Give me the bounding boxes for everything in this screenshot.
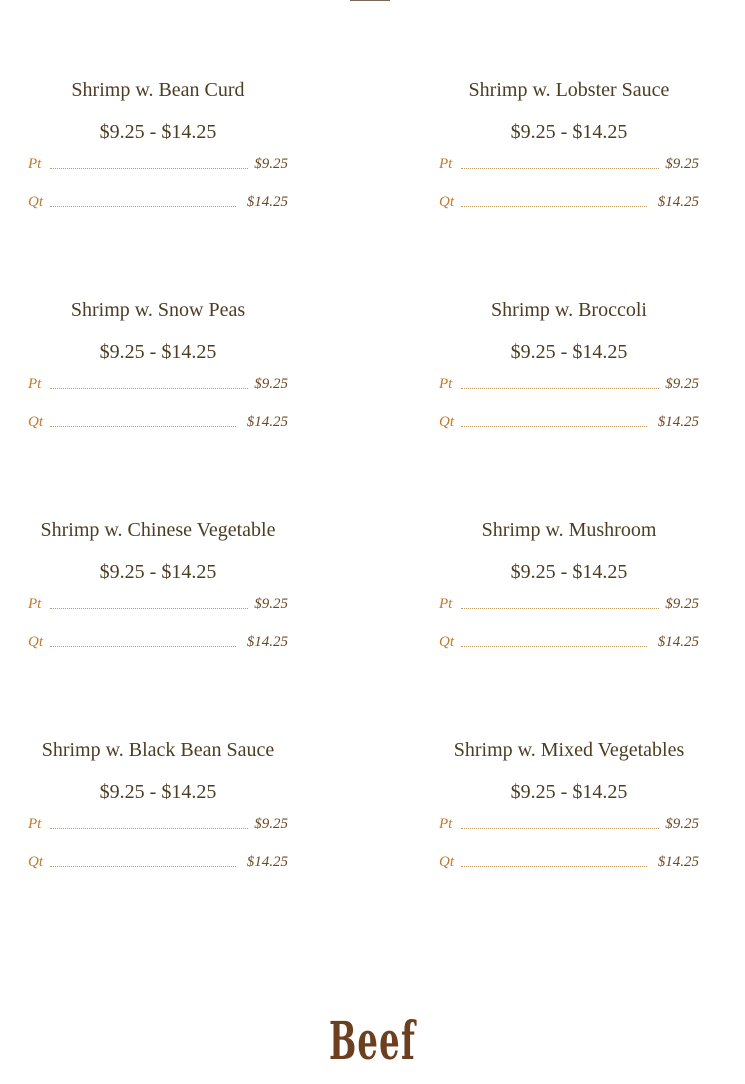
dotted-leader [50, 168, 248, 169]
size-label: Pt [28, 156, 42, 172]
dotted-leader [50, 388, 248, 389]
size-label: Qt [28, 414, 43, 430]
price-row-quart[interactable] [28, 192, 288, 212]
dotted-leader [461, 206, 647, 207]
size-price: $9.25 [665, 816, 699, 832]
section-heading: Beef [328, 1011, 417, 1072]
price-row-quart[interactable] [28, 412, 288, 432]
price-row-quart[interactable] [439, 632, 699, 652]
item-name: Shrimp w. Chinese Vegetable [40, 519, 276, 541]
item-price-range: $9.25 - $14.25 [510, 121, 628, 143]
item-price-range: $9.25 - $14.25 [99, 121, 217, 143]
size-label: Pt [439, 156, 453, 172]
size-label: Qt [28, 854, 43, 870]
size-label: Pt [439, 596, 453, 612]
item-price-range: $9.25 - $14.25 [510, 781, 628, 803]
size-price: $9.25 [254, 596, 288, 612]
size-label: Qt [28, 194, 43, 210]
size-label: Qt [439, 194, 454, 210]
size-price: $9.25 [254, 156, 288, 172]
dotted-leader [461, 168, 659, 169]
size-price: $14.25 [246, 414, 288, 430]
price-row-pint[interactable] [28, 154, 288, 174]
size-label: Qt [439, 414, 454, 430]
item-price-range: $9.25 - $14.25 [99, 561, 217, 583]
item-name: Shrimp w. Snow Peas [70, 299, 246, 321]
dotted-leader [50, 608, 248, 609]
size-price: $9.25 [254, 376, 288, 392]
item-price-range: $9.25 - $14.25 [99, 781, 217, 803]
size-price: $9.25 [665, 156, 699, 172]
price-row-pint[interactable] [439, 814, 699, 834]
price-row-pint[interactable] [28, 374, 288, 394]
price-row-quart[interactable] [439, 852, 699, 872]
dotted-leader [461, 828, 659, 829]
price-row-pint[interactable] [439, 154, 699, 174]
item-price-range: $9.25 - $14.25 [99, 341, 217, 363]
section-divider [350, 0, 390, 1]
price-row-quart[interactable] [28, 852, 288, 872]
price-row-quart[interactable] [439, 412, 699, 432]
price-row-pint[interactable] [28, 814, 288, 834]
size-price: $14.25 [657, 414, 699, 430]
size-price: $9.25 [254, 816, 288, 832]
price-row-pint[interactable] [28, 594, 288, 614]
item-name: Shrimp w. Mixed Vegetables [453, 739, 685, 761]
dotted-leader [50, 206, 236, 207]
size-price: $14.25 [246, 634, 288, 650]
dotted-leader [461, 608, 659, 609]
size-label: Pt [439, 816, 453, 832]
price-row-quart[interactable] [439, 192, 699, 212]
item-name: Shrimp w. Lobster Sauce [468, 79, 670, 101]
dotted-leader [461, 866, 647, 867]
dotted-leader [461, 426, 647, 427]
size-label: Pt [28, 816, 42, 832]
dotted-leader [50, 828, 248, 829]
size-price: $14.25 [657, 634, 699, 650]
item-name: Shrimp w. Black Bean Sauce [41, 739, 275, 761]
price-row-pint[interactable] [439, 374, 699, 394]
size-price: $9.25 [665, 596, 699, 612]
item-price-range: $9.25 - $14.25 [510, 561, 628, 583]
item-price-range: $9.25 - $14.25 [510, 341, 628, 363]
size-price: $14.25 [657, 194, 699, 210]
size-price: $14.25 [246, 854, 288, 870]
size-label: Pt [439, 376, 453, 392]
size-price: $14.25 [246, 194, 288, 210]
item-name: Shrimp w. Broccoli [491, 299, 647, 321]
size-price: $14.25 [657, 854, 699, 870]
dotted-leader [461, 388, 659, 389]
price-row-pint[interactable] [439, 594, 699, 614]
size-label: Qt [28, 634, 43, 650]
item-name: Shrimp w. Bean Curd [71, 79, 245, 101]
dotted-leader [50, 866, 236, 867]
dotted-leader [461, 646, 647, 647]
dotted-leader [50, 426, 236, 427]
size-label: Pt [28, 376, 42, 392]
dotted-leader [50, 646, 236, 647]
size-price: $9.25 [665, 376, 699, 392]
size-label: Qt [439, 634, 454, 650]
size-label: Pt [28, 596, 42, 612]
price-row-quart[interactable] [28, 632, 288, 652]
size-label: Qt [439, 854, 454, 870]
item-name: Shrimp w. Mushroom [481, 519, 657, 541]
